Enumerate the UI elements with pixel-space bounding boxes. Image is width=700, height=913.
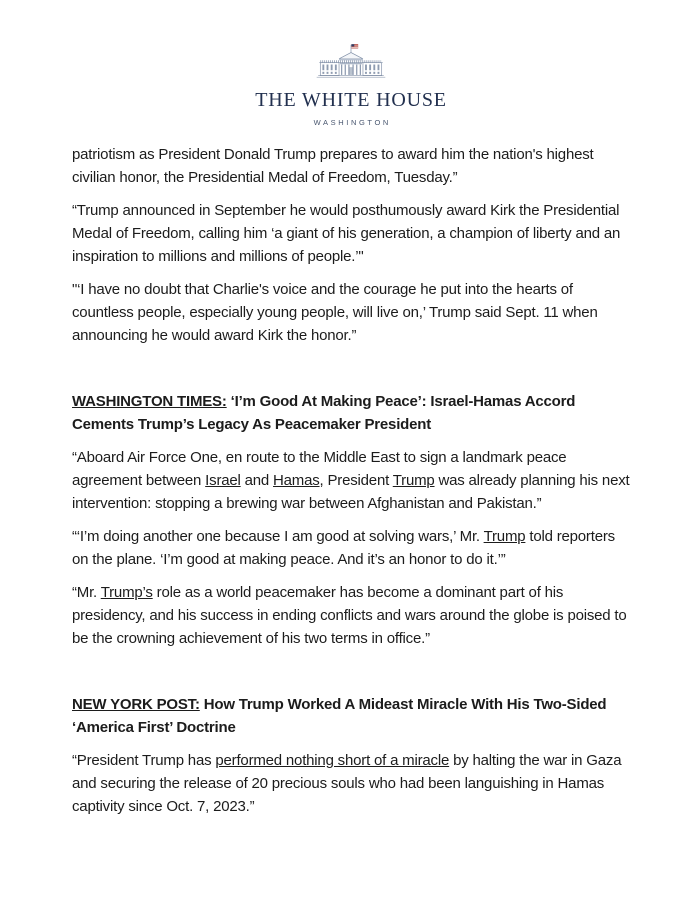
inline-link[interactable]: Trump [392,472,435,489]
logo-location: WASHINGTON [313,118,391,127]
text-run: “President Trump has [72,752,216,769]
text-run: patriotism as President Donald Trump prepares to award him the nation's highest civilian honor, the Presidential Medal of Freedom, Tuesday.” [72,146,594,186]
paragraph [72,199,630,268]
section-spacer [72,357,630,390]
text-run: role as a world peacemaker has become a dominant part of his presidency, and his success in ending conflicts and wars around the globe is poised to be the crowning achievement of his two terms in office.” [72,584,627,647]
text-run: “Trump announced in September he would posthumously award Kirk the Presidential Medal of Freedom, calling him ‘a giant of his generation, a champion of liberty and an inspiration to millions and millions of people.’" [72,202,621,265]
section-spacer [72,660,630,693]
text-run: , President [319,472,393,489]
paragraph [72,581,630,650]
text-run: “Aboard Air Force One, en route to the Middle East to sign a landmark peace agreement between [72,449,567,489]
inline-link[interactable]: Trump’s [100,584,153,601]
section-heading [72,390,630,436]
publication-link[interactable]: WASHINGTON TIMES: [72,393,227,410]
text-run: “Mr. [72,584,101,601]
white-house-logo [72,40,630,127]
logo-wordmark: THE WHITE HOUSE [255,89,447,111]
inline-link[interactable]: Israel [205,472,241,489]
inline-link[interactable]: performed nothing short of a miracle [215,752,450,769]
publication-link[interactable]: NEW YORK POST: [72,696,200,713]
paragraph [72,525,630,571]
paragraph [72,749,630,818]
text-run: told reporters on the plane. ‘I’m good at making peace. And it’s an honor to do it.’” [72,528,615,568]
paragraph [72,143,630,189]
text-run: and [240,472,274,489]
paragraph [72,446,630,515]
text-run: ‘I’m Good At Making Peace’: Israel-Hamas Accord Cements Trump’s Legacy As Peacemaker President [72,393,576,433]
inline-link[interactable]: Hamas [273,472,320,489]
paragraph [72,278,630,347]
white-house-building-icon [72,40,630,88]
text-run: "‘I have no doubt that Charlie's voice and the courage he put into the hearts of countless people, especially young people, will live on,’ Trump said Sept. 11 when announcing he would award Kirk the honor.” [72,281,598,344]
text-run: How Trump Worked A Mideast Miracle With His Two-Sided ‘America First’ Doctrine [72,696,607,736]
text-run: “‘I’m doing another one because I am good at solving wars,’ Mr. [72,528,484,545]
text-run: by halting the war in Gaza and securing the release of 20 precious souls who had been languishing in Hamas captivity since Oct. 7, 2023.” [72,752,622,815]
inline-link[interactable]: Trump [483,528,526,545]
section-heading [72,693,630,739]
text-run: was already planning his next intervention: stopping a brewing war between Afghanistan and Pakistan.” [72,472,630,512]
document-body [72,143,630,818]
